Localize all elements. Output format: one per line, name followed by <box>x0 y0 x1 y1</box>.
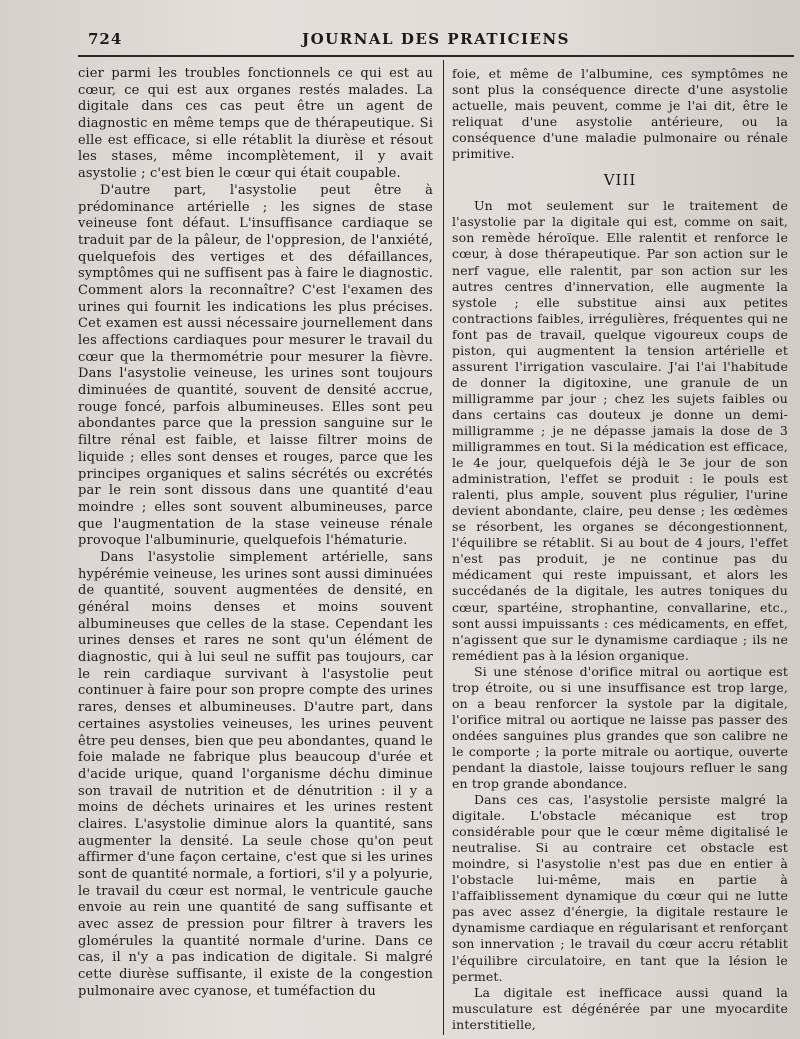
paragraph: D'autre part, l'asystolie peut être à prédominance artérielle ; les signes de stase veineuse font défaut. L'insuffisance cardiaque se traduit par de la pâleur, de l'oppresion, de l'anxiété, quelquefois des vertiges et des défaillances, symptômes qui ne suffisent pas à faire le diagnostic. Comment alors la reconnaître? C'est l'examen des urines qui fournit les indications les plus précises. Cet examen est aussi nécessaire journellement dans les affections cardiaques pour mesurer le travail du cœur que la thermométrie pour mesurer la fièvre. Dans l'asystolie veineuse, les urines sont toujours diminuées de quantité, souvent de densité accrue, rouge foncé, parfois albumineuses. Elles sont peu abondantes parce que la pression sanguine sur le filtre rénal est faible, et laisse filtrer moins de liquide ; elles sont denses et rouges, parce que les principes organiques et salins sécrétés ou excrétés par le rein sont dissous dans une quantité d'eau moindre ; elles sont souvent albumineuses, parce que l'augmentation de la stase veineuse rénale provoque l'albuminurie, quelquefois l'hématurie. <box>78 182 433 549</box>
header-rule <box>78 55 794 57</box>
right-column <box>452 66 788 1033</box>
section-heading: VIII <box>603 171 637 190</box>
column-divider <box>443 60 444 1035</box>
paragraph: La digitale est inefficace aussi quand la musculature est dégénérée par une myocardite interstitielle, <box>452 984 788 1032</box>
paragraph: Dans ces cas, l'asystolie persiste malgré la digitale. L'obstacle mécanique est trop considérable pour que le cœur même digitalisé le neutralise. Si au contraire cet obstacle est moindre, si l'asystolie n'est pas due en entier à l'obstacle lui-même, mais en partie à l'affaiblissement dynamique du cœur qui ne lutte pas avec assez d'énergie, la digitale restaure le dynamisme cardiaque en régularisant et renforçant son innervation ; le travail du cœur accru rétablit l'équilibre circulatoire, en tant que la lésion le permet. <box>452 792 788 984</box>
page-number: 724 <box>88 30 123 48</box>
paragraph: Un mot seulement sur le traitement de l'asystolie par la digitale qui est, comme on sait, son remède héroïque. Elle ralentit et renforce le cœur, à dose thérapeutique. Par son action sur le nerf vague, elle ralentit, par son action sur les autres centres d'innervation, elle augmente la systole ; elle substitue ainsi aux petites contractions faibles, irrégulières, fréquentes qui ne font pas de travail, quelque vigoureux coups de piston, qui augmentent la tension artérielle et assurent l'irrigation vasculaire. J'ai l'ai l'habitude de donner la digitoxine, une granule de un milligramme par jour ; chez les sujets faibles ou dans certains cas douteux je donne un demi-milligramme ; je ne dépasse jamais la dose de 3 milligrammes en tout. Si la médication est efficace, le 4e jour, quelquefois déjà le 3e jour de son administration, l'effet se produit : le pouls est ralenti, plus ample, souvent plus régulier, l'urine devient abondante, claire, peu dense ; les œdèmes se résorbent, les organes se décongestionnent, l'équilibre se rétablit. Si au bout de 4 jours, l'effet n'est pas produit, je ne continue pas du médicament qui reste impuissant, et alors les succédanés de la digitale, les autres toniques du cœur, spartéine, strophantine, convallarine, etc., sont aussi impuissants : ces médicaments, en effet, n'agissent que sur le dynamisme cardiaque ; ils ne remédient pas à la lésion organique. <box>452 198 788 663</box>
paragraph: Dans l'asystolie simplement artérielle, sans hypérémie veineuse, les urines sont aussi diminuées de quantité, souvent augmentées de densité, en général moins denses et moins souvent albumineuses que celles de la stase. Cependant les urines denses et rares ne sont qu'un élément de diagnostic, qui à lui seul ne suffit pas toujours, car le rein cardiaque survivant à l'asystolie peut continuer à faire pour son propre compte des urines rares, denses et albumineuses. D'autre part, dans certaines asystolies veineuses, les urines peuvent être peu denses, bien que peu abondantes, quand le foie malade ne fabrique plus beaucoup d'urée et d'acide urique, quand l'organisme déchu diminue son travail de nutrition et de dénutrition : il y a moins de déchets urinaires et les urines restent claires. L'asystolie diminue alors la quantité, sans augmenter la densité. La seule chose qu'on peut affirmer d'une façon certaine, c'est que si les urines sont de quantité normale, a fortiori, s'il y a polyurie, le travail du cœur est normal, le ventricule gauche envoie au rein une quantité de sang suffisante et avec assez de pression pour filtrer à travers les glomérules la quantité normale d'urine. Dans ce cas, il n'y a pas indication de digitale. Si malgré cette diurèse suffisante, il existe de la congestion pulmonaire avec cyanose, et tuméfaction du <box>78 549 433 999</box>
running-header <box>78 30 794 52</box>
paragraph-continuation: cier parmi les troubles fonctionnels ce qui est au cœur, ce qui est aux organes restés malades. La digitale dans ces cas peut être un agent de diagnostic en même temps que de thérapeutique. Si elle est efficace, si elle rétablit la diurèse et résout les stases, même incomplètement, il y avait asystolie ; c'est bien le cœur qui était coupable. <box>78 66 433 182</box>
paragraph-continuation: foie, et même de l'albumine, ces symptômes ne sont plus la conséquence directe d'une asystolie actuelle, mais peuvent, comme je l'ai dit, être le reliquat d'une asystolie antérieure, ou la conséquence d'une maladie pulmonaire ou rénale primitive. <box>452 66 788 162</box>
paragraph: Si une sténose d'orifice mitral ou aortique est trop étroite, ou si une insuffisance est trop large, on a beau renforcer la systole par la digitale, l'orifice mitral ou aortique ne laisse pas passer des ondées sanguines plus grandes que son calibre ne le comporte ; la porte mitrale ou aortique, ouverte pendant la diastole, laisse toujours refluer le sang en trop grande abondance. <box>452 663 788 792</box>
journal-title: JOURNAL DES PRATICIENS <box>302 30 570 48</box>
left-column <box>78 66 433 1001</box>
